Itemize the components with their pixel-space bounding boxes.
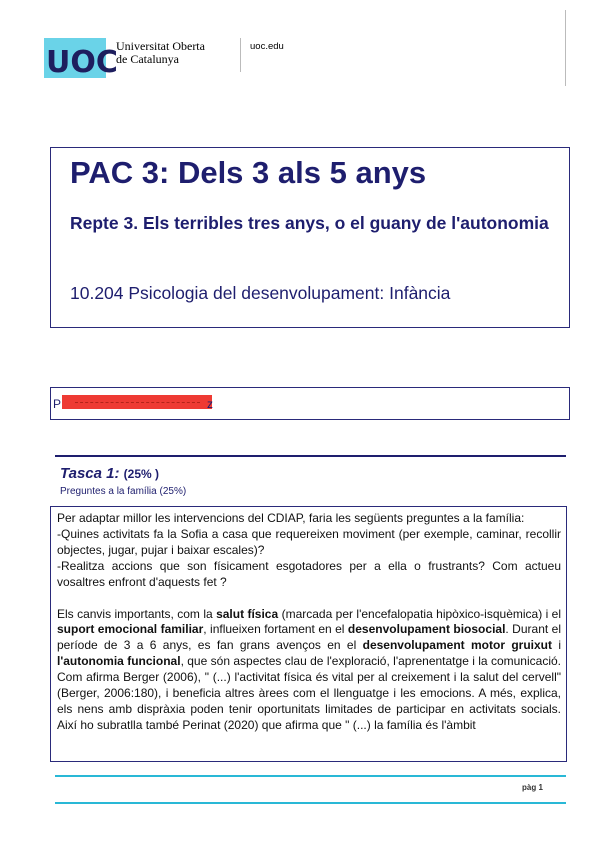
redaction-strike [75, 402, 200, 404]
header-divider [240, 38, 241, 72]
task-heading [60, 465, 159, 482]
document-title: PAC 3: Dels 3 als 5 anys [70, 155, 427, 190]
university-line-2: de Catalunya [116, 52, 179, 66]
question-2: -Realitza accions que son físicament esgotadores per a ella o frustrants? Com actueu vosaltres enfront d'aquests fet ? [57, 558, 561, 589]
footer-rule-bottom [55, 802, 566, 804]
section-rule [55, 455, 566, 457]
task-weight: (25% ) [123, 467, 159, 481]
answer-text [57, 511, 561, 734]
answer-intro: Per adaptar millor les intervencions del CDIAP, faria les següents preguntes a la família: [57, 511, 525, 525]
paragraph-gap [57, 591, 561, 607]
answer-paragraph: Els canvis importants, com la salut física (marcada per l'encefalopatia hipòxico-isquèmica) i el suport emocional familiar, influeixen fortament en el desenvolupament biosocial. Durant el període de 3 a 6 anys, es fan grans avenços en el desenvolupament motor gruixut i l'autonomia funcional, que són aspectes clau de l'exploració, l'aprenentatge i la comunicació. Com afirma Berger (2006), " (...) l'activitat física és vital per al creixement i la salut del cervell" (Berger, 2006:180), i beneficia altres àrees com el llenguatge i les emocions. A més, explica, els nens amb dispràxia poden tenir oportunitats limitades de participar en activitats socials. Així ho subratlla també Perinat (2020) que afirma que " (...) la família és l'àmbit [57, 606, 562, 732]
university-name [116, 40, 205, 66]
footer-rule-top [55, 775, 566, 777]
page-number: pàg 1 [522, 783, 543, 792]
question-1: -Quines activitats fa la Sofia a casa que requereixen moviment (per exemple, caminar, recollir objectes, jugar, pujar i baixar escales)? [57, 526, 561, 557]
task-subtitle: Preguntes a la família (25%) [60, 486, 187, 497]
website-link[interactable]: uoc.edu [250, 41, 284, 52]
author-name-end: z [207, 397, 213, 411]
course-name: 10.204 Psicologia del desenvolupament: Infància [70, 283, 451, 303]
author-name-start: P [53, 397, 62, 411]
task-title: Tasca 1: [60, 465, 120, 482]
header-right-rule [565, 10, 566, 86]
document-subtitle: Repte 3. Els terribles tres anys, o el guany de l'autonomia [70, 213, 549, 233]
logo-text: UOC [46, 45, 118, 80]
university-line-1: Universitat Oberta [116, 39, 205, 53]
uoc-logo [44, 38, 118, 80]
